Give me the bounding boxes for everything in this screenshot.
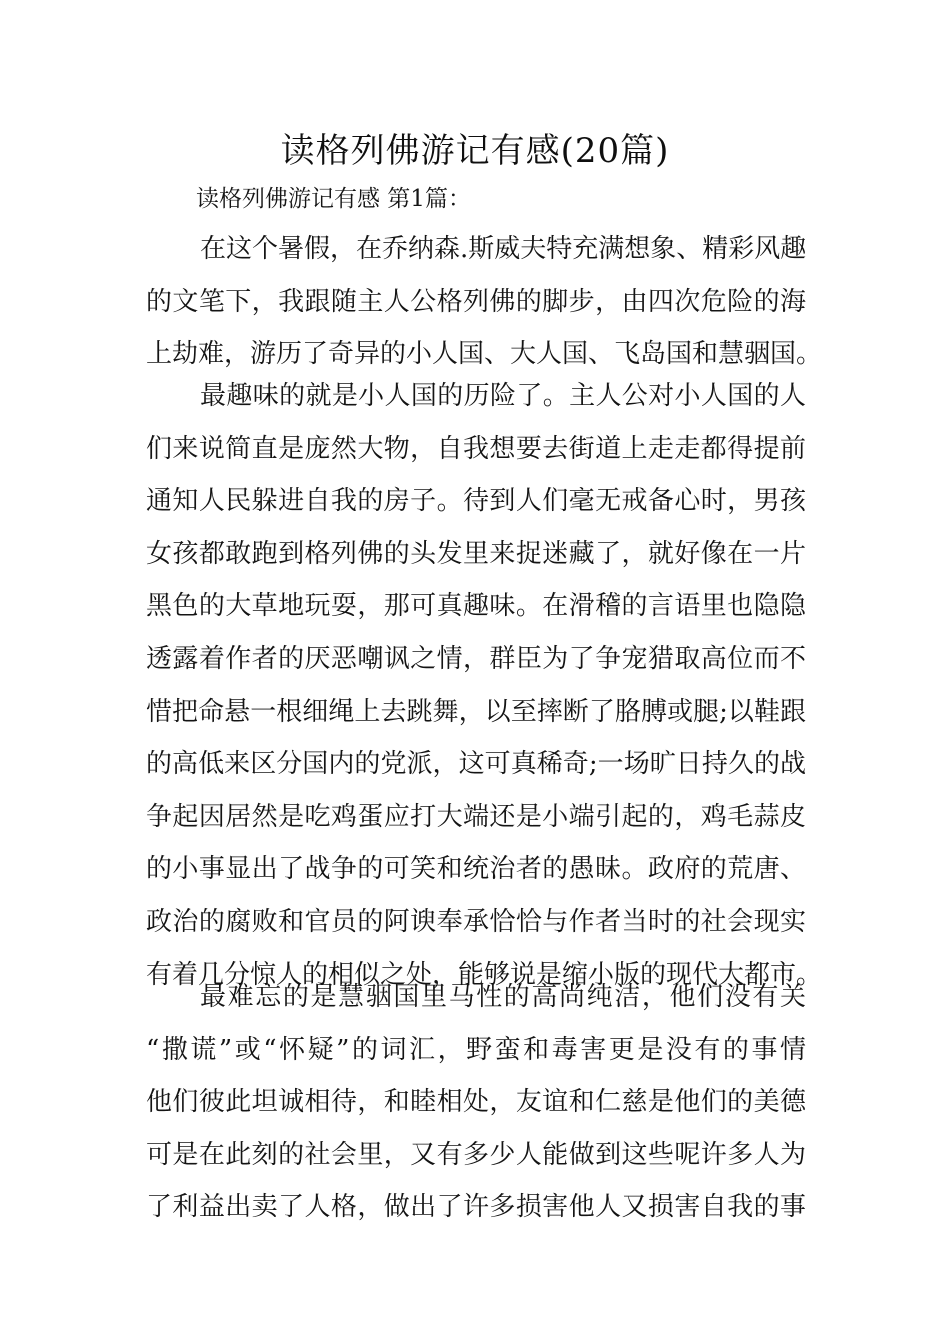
section-heading: 读格列佛游记有感 第1篇：	[196, 186, 471, 212]
paragraph-line: 通知人民躲进自我的房子。待到人们毫无戒备心时，男孩	[146, 486, 806, 517]
paragraph-line: 们来说简直是庞然大物，自我想要去街道上走走都得提前	[146, 433, 806, 464]
paragraph-line: 的高低来区分国内的党派，这可真稀奇;一场旷日持久的战	[146, 749, 806, 780]
paragraph-line: 在这个暑假，在乔纳森.斯威夫特充满想象、精彩风趣	[200, 234, 807, 264]
paragraph-2	[146, 370, 823, 1001]
paragraph-line: “撒谎”或“怀疑”的词汇，野蛮和毒害更是没有的事情	[146, 1034, 806, 1065]
paragraph-3	[146, 971, 806, 1234]
paragraph-line: 女孩都敢跑到格列佛的头发里来捉迷藏了，就好像在一片	[146, 538, 806, 569]
paragraph-line: 的小事显出了战争的可笑和统治者的愚昧。政府的荒唐、	[146, 854, 806, 885]
paragraph-line: 的文笔下，我跟随主人公格列佛的脚步，由四次危险的海	[146, 286, 806, 317]
paragraph-line: 政治的腐败和官员的阿谀奉承恰恰与作者当时的社会现实	[146, 906, 806, 937]
paragraph-line: 可是在此刻的社会里，又有多少人能做到这些呢许多人为	[146, 1139, 806, 1170]
paragraph-line: 最趣味的就是小人国的历险了。主人公对小人国的人	[200, 381, 806, 411]
paragraph-line: 最难忘的是慧骃国里马性的高尚纯洁，他们没有关	[200, 982, 806, 1012]
paragraph-line: 黑色的大草地玩耍，那可真趣味。在滑稽的言语里也隐隐	[146, 591, 806, 622]
paragraph-line: 惜把命悬一根细绳上去跳舞，以至摔断了胳膊或腿;以鞋跟	[146, 696, 806, 727]
paragraph-line: 他们彼此坦诚相待，和睦相处，友谊和仁慈是他们的美德	[146, 1087, 806, 1118]
paragraph-line: 透露着作者的厌恶嘲讽之情，群臣为了争宠猎取高位而不	[146, 643, 806, 674]
paragraph-line: 上劫难，游历了奇异的小人国、大人国、飞岛国和慧骃国。	[146, 339, 823, 370]
paragraph-line: 争起因居然是吃鸡蛋应打大端还是小端引起的，鸡毛蒜皮	[146, 801, 806, 832]
paragraph-line: 有着几分惊人的相似之处，能够说是缩小版的现代大都市。	[146, 959, 823, 990]
document-title: 读格列佛游记有感(20篇)	[280, 131, 670, 171]
paragraph-line: 了利益出卖了人格，做出了许多损害他人又损害自我的事	[146, 1192, 806, 1223]
paragraph-1	[146, 223, 823, 381]
